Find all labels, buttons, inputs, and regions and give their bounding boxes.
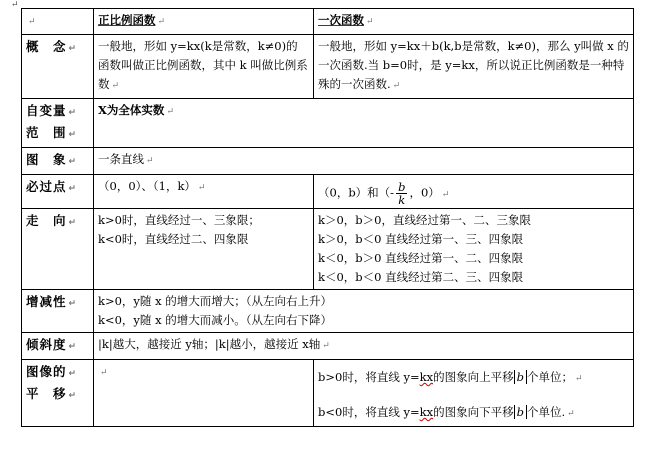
header-row: [22, 9, 634, 35]
slope-value: |k|越大，越接近 y轴；|k|越小，越接近 x轴 ↵: [94, 333, 634, 360]
direction-proportional: k>0时，直线经过一、三象限； k<0时，直线经过二、四象限: [94, 209, 314, 290]
row-concept: [22, 35, 634, 99]
row-label-domain: 自变量 ↵ 范 围 ↵: [22, 99, 94, 148]
row-label-translation: 图像的 ↵ 平 移 ↵: [22, 360, 94, 427]
concept-linear: 一般地，形如 y=kx＋b(k,b是常数，k≠0)，那么 y叫做 x 的一次函数.当 b=0时，是 y=kx，所以说正比例函数是一种特殊的一次函数. ↵: [314, 35, 634, 99]
translation-proportional: ↵: [94, 360, 314, 427]
translation-linear: [314, 360, 634, 427]
fixed-points-linear: （0，b）和（- $\frac{b}{k}$ ，0） ↵: [314, 175, 634, 209]
row-slope: [22, 333, 634, 360]
direction-linear: k＞0，b＞0，直线经过第一、二、三象限 k＞0，b＜0 直线经过第一、三、四象限 k＜0，b＞0 直线经过第一、二、四象限 k＜0，b＜0 直线经过第二、三、四象限: [314, 209, 634, 290]
header-blank-cell: ↵: [22, 9, 94, 35]
fixed-points-proportional: （0，0）、（1，k） ↵: [94, 175, 314, 209]
row-monotonicity: [22, 290, 634, 333]
header-proportional-function: 正比例函数 ↵: [94, 9, 314, 35]
monotonicity-value: k>0，y随 x 的增大而增大；（从左向右上升） k<0，y随 x 的增大而减小。（从左向右下降）: [94, 290, 634, 333]
row-direction: [22, 209, 634, 290]
row-fixed-points: [22, 175, 634, 209]
row-label-monotonicity: 增减性 ↵: [22, 290, 94, 333]
row-label-concept: 概 念 ↵: [22, 35, 94, 99]
row-domain: [22, 99, 634, 148]
concept-proportional: 一般地，形如 y=kx(k是常数，k≠0)的函数叫做正比例函数，其中 k 叫做比例系数 ↵: [94, 35, 314, 99]
domain-value: X为全体实数 ↵: [94, 99, 634, 148]
paragraph-mark: ↵: [11, 0, 19, 10]
fraction-b-over-k: $\frac{b}{k}$: [398, 180, 406, 207]
comparison-table: [21, 8, 634, 427]
graph-value: 一条直线 ↵: [94, 148, 634, 175]
header-linear-function: 一次函数 ↵: [314, 9, 634, 35]
row-label-graph: 图 象 ↵: [22, 148, 94, 175]
row-label-fixed-points: 必过点 ↵: [22, 175, 94, 209]
translation-line-up: b>0时，将直线 y=kx的图象向上平移 b 个单位； ↵: [318, 370, 583, 384]
row-label-direction: 走 向 ↵: [22, 209, 94, 290]
row-graph: [22, 148, 634, 175]
translation-line-down: b<0时，将直线 y=kx的图象向下平移 b 个单位. ↵: [318, 405, 575, 419]
row-translation: [22, 360, 634, 427]
row-label-slope: 倾斜度 ↵: [22, 333, 94, 360]
